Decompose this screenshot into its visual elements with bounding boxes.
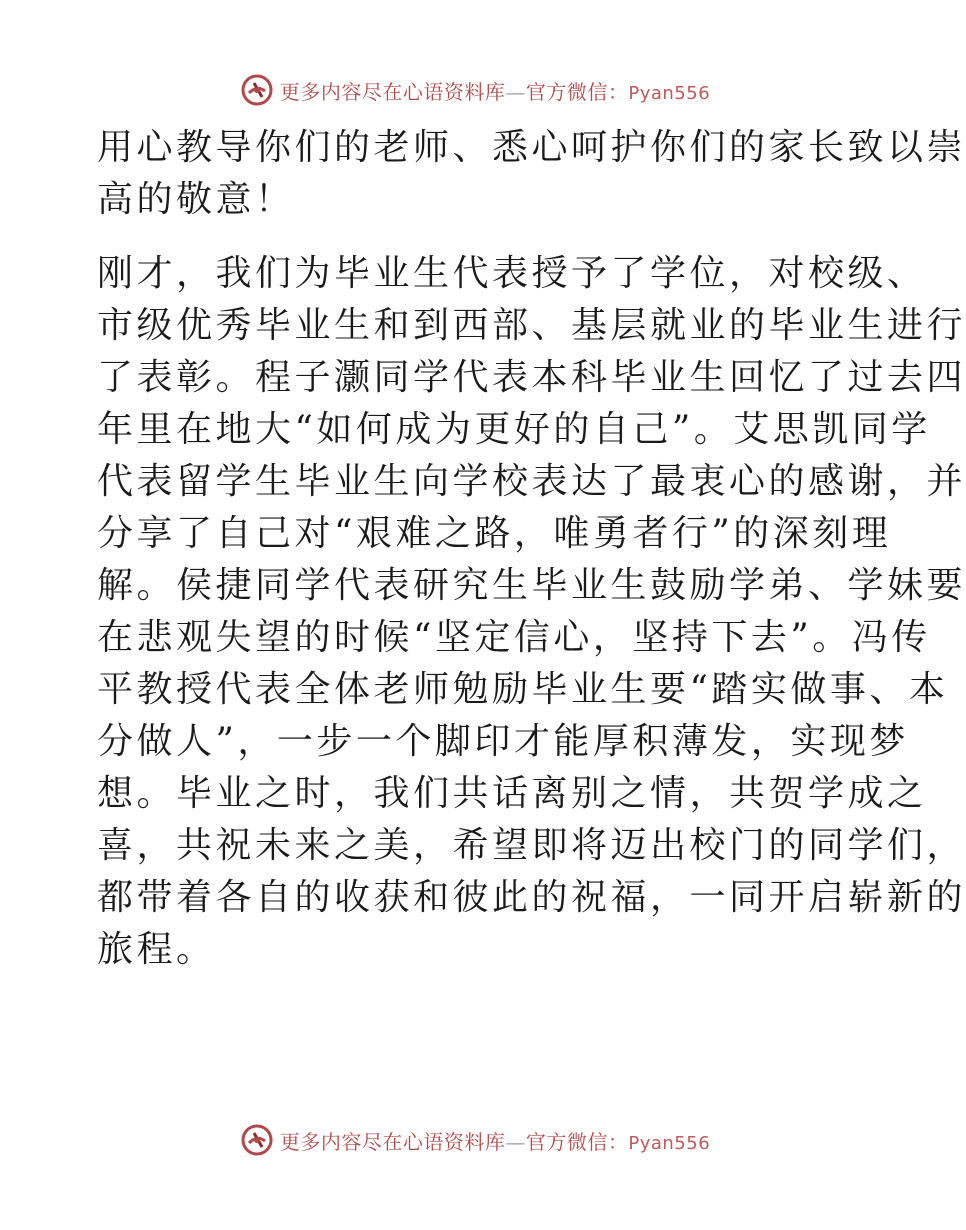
text-line: 在悲观失望的时候“坚定信心，坚持下去”。冯传: [97, 617, 931, 658]
document-body: [97, 122, 966, 976]
paragraph: [97, 122, 966, 226]
text-line: 解。侯捷同学代表研究生毕业生鼓励学弟、学妹要: [97, 565, 966, 606]
watermark-text: 更多内容尽在心语资料库—官方微信：Pyan556: [279, 1129, 711, 1154]
text-line: 都带着各自的收获和彼此的祝福，一同开启崭新的: [97, 877, 966, 918]
text-line: 了表彰。程子灏同学代表本科毕业生回忆了过去四: [97, 357, 966, 398]
book-pen-icon: [240, 1123, 274, 1157]
text-line: 年里在地大“如何成为更好的自己”。艾思凯同学: [97, 409, 931, 450]
paragraph: [97, 248, 966, 976]
book-pen-icon: [240, 73, 274, 107]
text-line: 分做人”，一步一个脚印才能厚积薄发，实现梦: [97, 721, 909, 762]
text-line: 喜，共祝未来之美，希望即将迈出校门的同学们，: [97, 825, 966, 866]
header-watermark-banner: [0, 70, 950, 110]
footer-watermark-banner: [0, 1120, 950, 1160]
text-line: 平教授代表全体老师勉励毕业生要“踏实做事、本: [97, 669, 949, 710]
text-line: 市级优秀毕业生和到西部、基层就业的毕业生进行: [97, 305, 966, 346]
text-line: 想。毕业之时，我们共话离别之情，共贺学成之: [97, 773, 927, 814]
text-line: 刚才，我们为毕业生代表授予了学位，对校级、: [97, 253, 927, 294]
text-line: 高的敬意！: [97, 179, 295, 220]
text-line: 旅程。: [97, 929, 216, 970]
watermark-text: 更多内容尽在心语资料库—官方微信：Pyan556: [279, 79, 711, 104]
text-line: 用心教导你们的老师、悉心呵护你们的家长致以崇: [97, 127, 966, 168]
text-line: 代表留学生毕业生向学校表达了最衷心的感谢，并: [97, 461, 966, 502]
text-line: 分享了自己对“艰难之路，唯勇者行”的深刻理: [97, 513, 892, 554]
